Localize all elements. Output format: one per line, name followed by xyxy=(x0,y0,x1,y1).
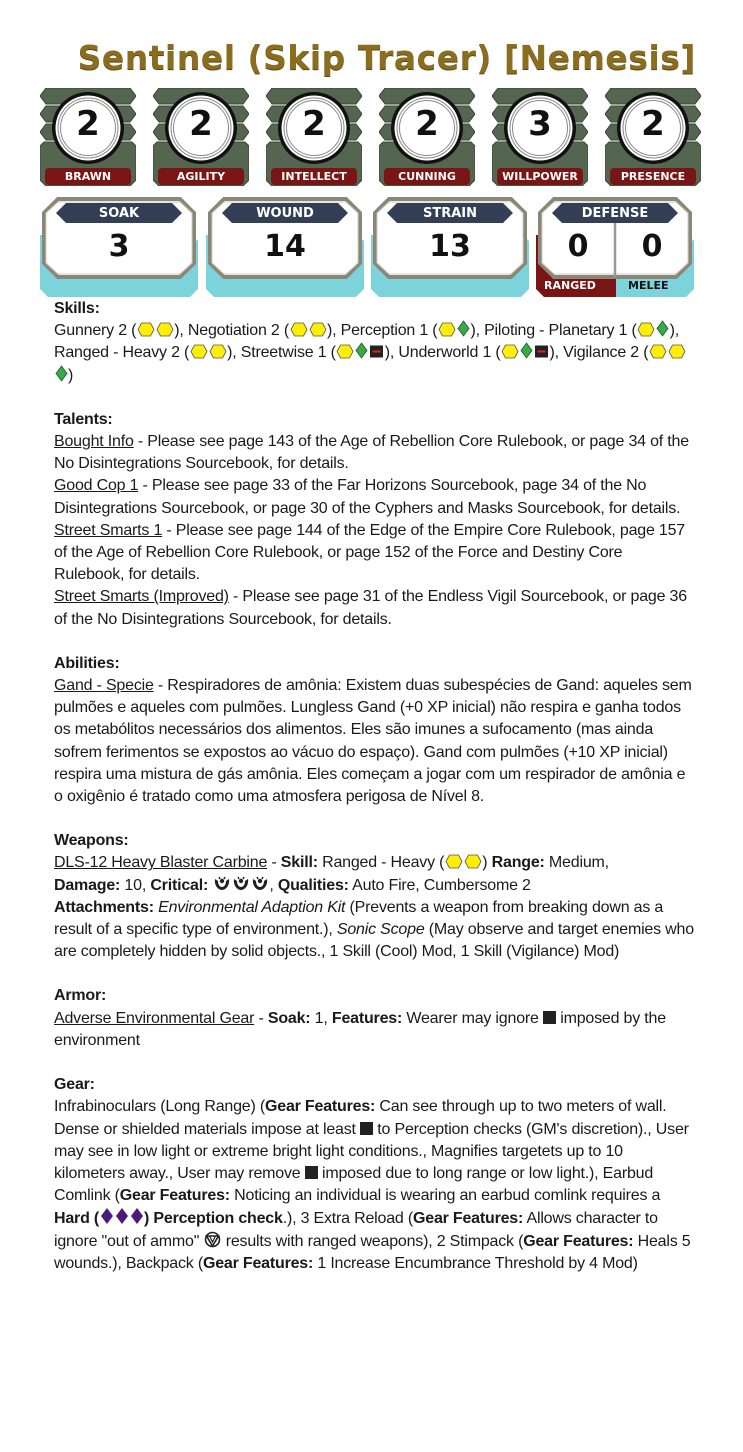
proficiency-die-icon xyxy=(309,322,327,337)
attachment-description: (May observe and target enemies who are completely hidden by solid objects., 1 Skill (Cool) Mod, 1 Skill (Vigilance) Mod) xyxy=(54,921,694,961)
weapon-damage: 10, xyxy=(120,876,151,894)
gear-text: Heals 5 wounds.), Backpack ( xyxy=(54,1232,691,1272)
gear-text: Can see through up to two meters of wall. Dense or shielded materials impose at least xyxy=(54,1098,667,1138)
proficiency-die-icon xyxy=(464,854,482,869)
weapon-attachments-label: Attachments: xyxy=(54,898,154,916)
strain-value: 13 xyxy=(429,229,471,264)
soak-box xyxy=(40,197,198,297)
weapon-damage-label: Damage: xyxy=(54,876,121,894)
characteristic-value: 2 xyxy=(415,104,439,144)
talents-heading: Talents: xyxy=(54,410,113,428)
skill-name: Negotiation 2 ( xyxy=(187,322,289,340)
defense-box xyxy=(536,197,694,297)
talent-item xyxy=(54,586,694,630)
character-details xyxy=(54,298,694,1297)
characteristic-label: CUNNING xyxy=(398,170,456,183)
talent-name[interactable]: Street Smarts 1 xyxy=(54,521,163,539)
armor-features-text: imposed by the environment xyxy=(54,1009,666,1049)
gear-text: results with ranged weapons), 2 Stimpack ( xyxy=(221,1232,524,1250)
talent-item xyxy=(54,520,694,587)
characteristic-cunning xyxy=(379,88,475,186)
difficulty-label: Hard ( xyxy=(54,1210,100,1228)
skills-section xyxy=(54,298,694,387)
weapon-name[interactable]: DLS-12 Heavy Blaster Carbine xyxy=(54,854,268,872)
character-title: Sentinel (Skip Tracer) [Nemesis] xyxy=(77,38,696,77)
gear-text: Infrabinoculars (Long Range) ( xyxy=(54,1098,266,1116)
armor-item: Adverse Environmental Gear - Soak: 1, Features: Wearer may ignore imposed by the environment xyxy=(54,1009,666,1049)
difficulty-label: ) Perception check xyxy=(144,1210,283,1228)
defense-label: DEFENSE xyxy=(581,206,649,221)
weapon-qualities: Auto Fire, Cumbersome 2 xyxy=(348,876,531,894)
skill-item: Negotiation 2 ( ), xyxy=(187,322,341,340)
advantage-icon xyxy=(251,876,269,892)
skills-heading: Skills: xyxy=(54,300,100,317)
skill-item: Underworld 1 ( ), xyxy=(398,344,564,362)
gear-features-label: Gear Features: xyxy=(265,1098,376,1116)
soak-value: 3 xyxy=(108,229,130,264)
characteristic-label: PRESENCE xyxy=(620,170,686,183)
ability-die-icon xyxy=(55,365,68,382)
armor-section xyxy=(54,985,694,1052)
characteristic-label: BRAWN xyxy=(64,170,112,183)
weapon-range: Medium, xyxy=(544,854,609,872)
weapons-section xyxy=(54,830,694,963)
characteristic-label: INTELLECT xyxy=(281,170,347,183)
gear-features-label: Features: xyxy=(242,1254,314,1272)
proficiency-die-icon xyxy=(438,322,456,337)
gear-text: Noticing an individual is wearing an earbud comlink requires a xyxy=(229,1187,661,1205)
ability-item xyxy=(54,675,694,808)
skill-item: Piloting - Planetary 1 ( ), xyxy=(484,322,680,340)
difficulty-die-icon xyxy=(130,1207,144,1225)
proficiency-die-icon xyxy=(336,344,354,359)
gear-features-label: Gear Features: xyxy=(523,1232,634,1250)
armor-soak: 1, xyxy=(310,1009,332,1027)
advantage-icon xyxy=(232,876,250,892)
armor-name[interactable]: Adverse Environmental Gear xyxy=(54,1009,255,1027)
characteristic-value: 2 xyxy=(76,104,100,144)
wound-box xyxy=(206,197,364,297)
gear-features-label: Gear Features: xyxy=(119,1187,230,1205)
skill-item: Perception 1 ( ), xyxy=(340,322,485,340)
derived-stats-row xyxy=(40,197,700,297)
armor-heading: Armor: xyxy=(54,987,107,1005)
soak-label: SOAK xyxy=(98,206,140,221)
characteristic-value: 2 xyxy=(641,104,665,144)
weapon-item: DLS-12 Heavy Blaster Carbine - Skill: Ranged - Heavy ( ) Range: Medium, Damage: 10, Critical: , Qualities: Auto Fire, Cumbersome 2 Attachments: Environmental Adaption Kit (Prevents a weapon from breaking down as a result of a specific type of environment.), Sonic Scope (May observe and target enemies who are completely hidden by solid objects., 1 Skill (Cool) Mod, 1 Skill (Vigilance) Mod) xyxy=(54,854,694,961)
talent-description: - Please see page 33 of the Far Horizons Sourcebook, page 34 of the No Disintegrations Sourcebook, or page 30 of the Cyphers and Masks Sourcebook, for details. xyxy=(54,477,681,517)
gear-section xyxy=(54,1074,694,1275)
setback-die-icon xyxy=(360,1122,373,1135)
talents-section xyxy=(54,409,694,631)
characteristic-agility xyxy=(153,88,249,186)
ability-description: - Respiradores de amônia: Existem duas subespécies de Gand: aqueles sem pulmões e aqueles com pulmões. Lungless Gand (+0 XP inicial) não respira e ganha todos os metabólitos necessários dos alimentos. Eles são imunes a sufocamento (mas ainda sofrem ferimentos se expostos ao vácuo do espaço). Gand com pulmões (+10 XP inicial) respira uma mistura de gás amônia. Eles começam a jogar com um respirador de amônia e o oxigênio é tratado como uma atmosfera perigosa de Nível 8. xyxy=(54,677,692,806)
ability-name[interactable]: Gand - Specie xyxy=(54,677,154,695)
skill-item: Gunnery 2 ( ), xyxy=(54,322,188,340)
gear-features-label: Gear Features: xyxy=(413,1210,524,1228)
characteristic-label: AGILITY xyxy=(176,170,226,183)
characteristic-presence xyxy=(605,88,701,186)
ability-die-icon xyxy=(520,342,533,359)
talent-name[interactable]: Bought Info xyxy=(54,433,134,451)
talent-item xyxy=(54,475,694,519)
difficulty-die-icon xyxy=(115,1207,129,1225)
weapons-heading: Weapons: xyxy=(54,832,129,850)
proficiency-die-icon xyxy=(156,322,174,337)
skill-name: Vigilance 2 ( xyxy=(563,344,649,362)
proficiency-die-icon xyxy=(209,344,227,359)
strain-label: STRAIN xyxy=(422,206,478,221)
weapon-range-label: Range: xyxy=(491,854,545,872)
ability-die-icon xyxy=(355,342,368,359)
characteristic-value: 2 xyxy=(189,104,213,144)
armor-features-text: Wearer may ignore xyxy=(402,1009,543,1027)
skills-list xyxy=(54,320,694,387)
skill-name: Gunnery 2 ( xyxy=(54,322,137,340)
gear-list xyxy=(54,1096,694,1275)
skill-item: Ranged - Heavy 2 ( ), xyxy=(54,344,241,362)
proficiency-die-icon xyxy=(668,344,686,359)
skill-name: Underworld 1 ( xyxy=(398,344,501,362)
skill-name: Streetwise 1 ( xyxy=(240,344,336,362)
talent-item xyxy=(54,431,694,475)
characteristic-value: 3 xyxy=(528,104,552,144)
talent-name[interactable]: Good Cop 1 xyxy=(54,477,139,495)
setback-removed-die-icon xyxy=(369,344,384,359)
characteristic-brawn xyxy=(40,88,136,186)
gear-heading: Gear: xyxy=(54,1076,95,1094)
gear-text: .), 3 Extra Reload ( xyxy=(282,1210,413,1228)
setback-die-icon xyxy=(543,1011,556,1024)
characteristic-value: 2 xyxy=(302,104,326,144)
melee-label: MELEE xyxy=(628,279,669,292)
gear-text: imposed due to long range or low light.), Earbud Comlink ( xyxy=(54,1164,654,1205)
proficiency-die-icon xyxy=(190,344,208,359)
armor-soak-label: Soak: xyxy=(267,1009,311,1027)
talent-description: - Please see page 31 of the Endless Vigil Sourcebook, or page 36 of the No Disintegrations Sourcebook, for details. xyxy=(54,588,687,628)
proficiency-die-icon xyxy=(637,322,655,337)
talent-name[interactable]: Street Smarts (Improved) xyxy=(54,588,229,606)
advantage-icon xyxy=(213,876,231,892)
skill-name: Ranged - Heavy 2 ( xyxy=(54,344,190,362)
attachment-name: Environmental Adaption Kit xyxy=(158,898,346,916)
abilities-heading: Abilities: xyxy=(54,654,120,672)
weapon-skill-dice xyxy=(444,854,482,871)
ability-die-icon xyxy=(656,320,669,337)
proficiency-die-icon xyxy=(445,854,463,869)
talent-description: - Please see page 143 of the Age of Rebellion Core Rulebook, or page 34 of the No Disintegrations Sourcebook, for details. xyxy=(54,433,689,473)
gear-text: to Perception checks (GM's discretion)., User may see in low light or extreme bright light conditions., Magnifies targetets up to 10 kilometers away., User may remove xyxy=(54,1120,689,1182)
difficulty-die-icon xyxy=(100,1207,114,1225)
skill-item: Streetwise 1 ( ), xyxy=(240,344,399,362)
despair-icon xyxy=(204,1231,221,1248)
characteristic-intellect xyxy=(266,88,362,186)
proficiency-die-icon xyxy=(137,322,155,337)
proficiency-die-icon xyxy=(501,344,519,359)
defense-melee-value: 0 xyxy=(641,229,663,264)
setback-die-icon xyxy=(305,1166,318,1179)
abilities-section xyxy=(54,653,694,808)
weapon-critical-label: Critical: xyxy=(150,876,209,894)
weapon-qualities-label: Qualities: xyxy=(277,876,349,894)
difficulty-dice xyxy=(99,1210,144,1227)
gear-text: Allows character to ignore "out of ammo" xyxy=(54,1210,658,1250)
characteristic-label: WILLPOWER xyxy=(502,170,578,183)
ability-die-icon xyxy=(457,320,470,337)
talent-description: - Please see page 144 of the Edge of the Empire Core Rulebook, page 157 of the Age of Rebellion Core Rulebook, or page 152 of the Force and Destiny Core Rulebook, for details. xyxy=(54,521,686,584)
wound-value: 14 xyxy=(264,229,306,264)
proficiency-die-icon xyxy=(290,322,308,337)
skill-name: Piloting - Planetary 1 ( xyxy=(484,322,637,340)
armor-features-label: Features: xyxy=(331,1009,403,1027)
weapon-skill-label: Skill: xyxy=(280,854,318,872)
ranged-label: RANGED xyxy=(544,279,596,292)
skill-item: Vigilance 2 () xyxy=(54,344,686,383)
weapon-skill: Ranged - Heavy ( xyxy=(317,854,445,872)
characteristics-row xyxy=(40,88,701,186)
attachment-description: (Prevents a weapon from breaking down as a result of a specific type of environment.), xyxy=(54,898,664,939)
setback-removed-die-icon xyxy=(534,344,549,359)
gear-text: 1 Increase Encumbrance Threshold by 4 Mod) xyxy=(313,1254,638,1272)
characteristic-willpower xyxy=(492,88,588,186)
defense-ranged-value: 0 xyxy=(567,229,589,264)
gear-features-label: Gear xyxy=(202,1254,239,1272)
advantage-icons xyxy=(212,877,269,894)
proficiency-die-icon xyxy=(649,344,667,359)
wound-label: WOUND xyxy=(256,206,314,221)
skill-name: Perception 1 ( xyxy=(340,322,438,340)
strain-box xyxy=(371,197,529,297)
attachment-name: Sonic Scope xyxy=(336,921,425,939)
